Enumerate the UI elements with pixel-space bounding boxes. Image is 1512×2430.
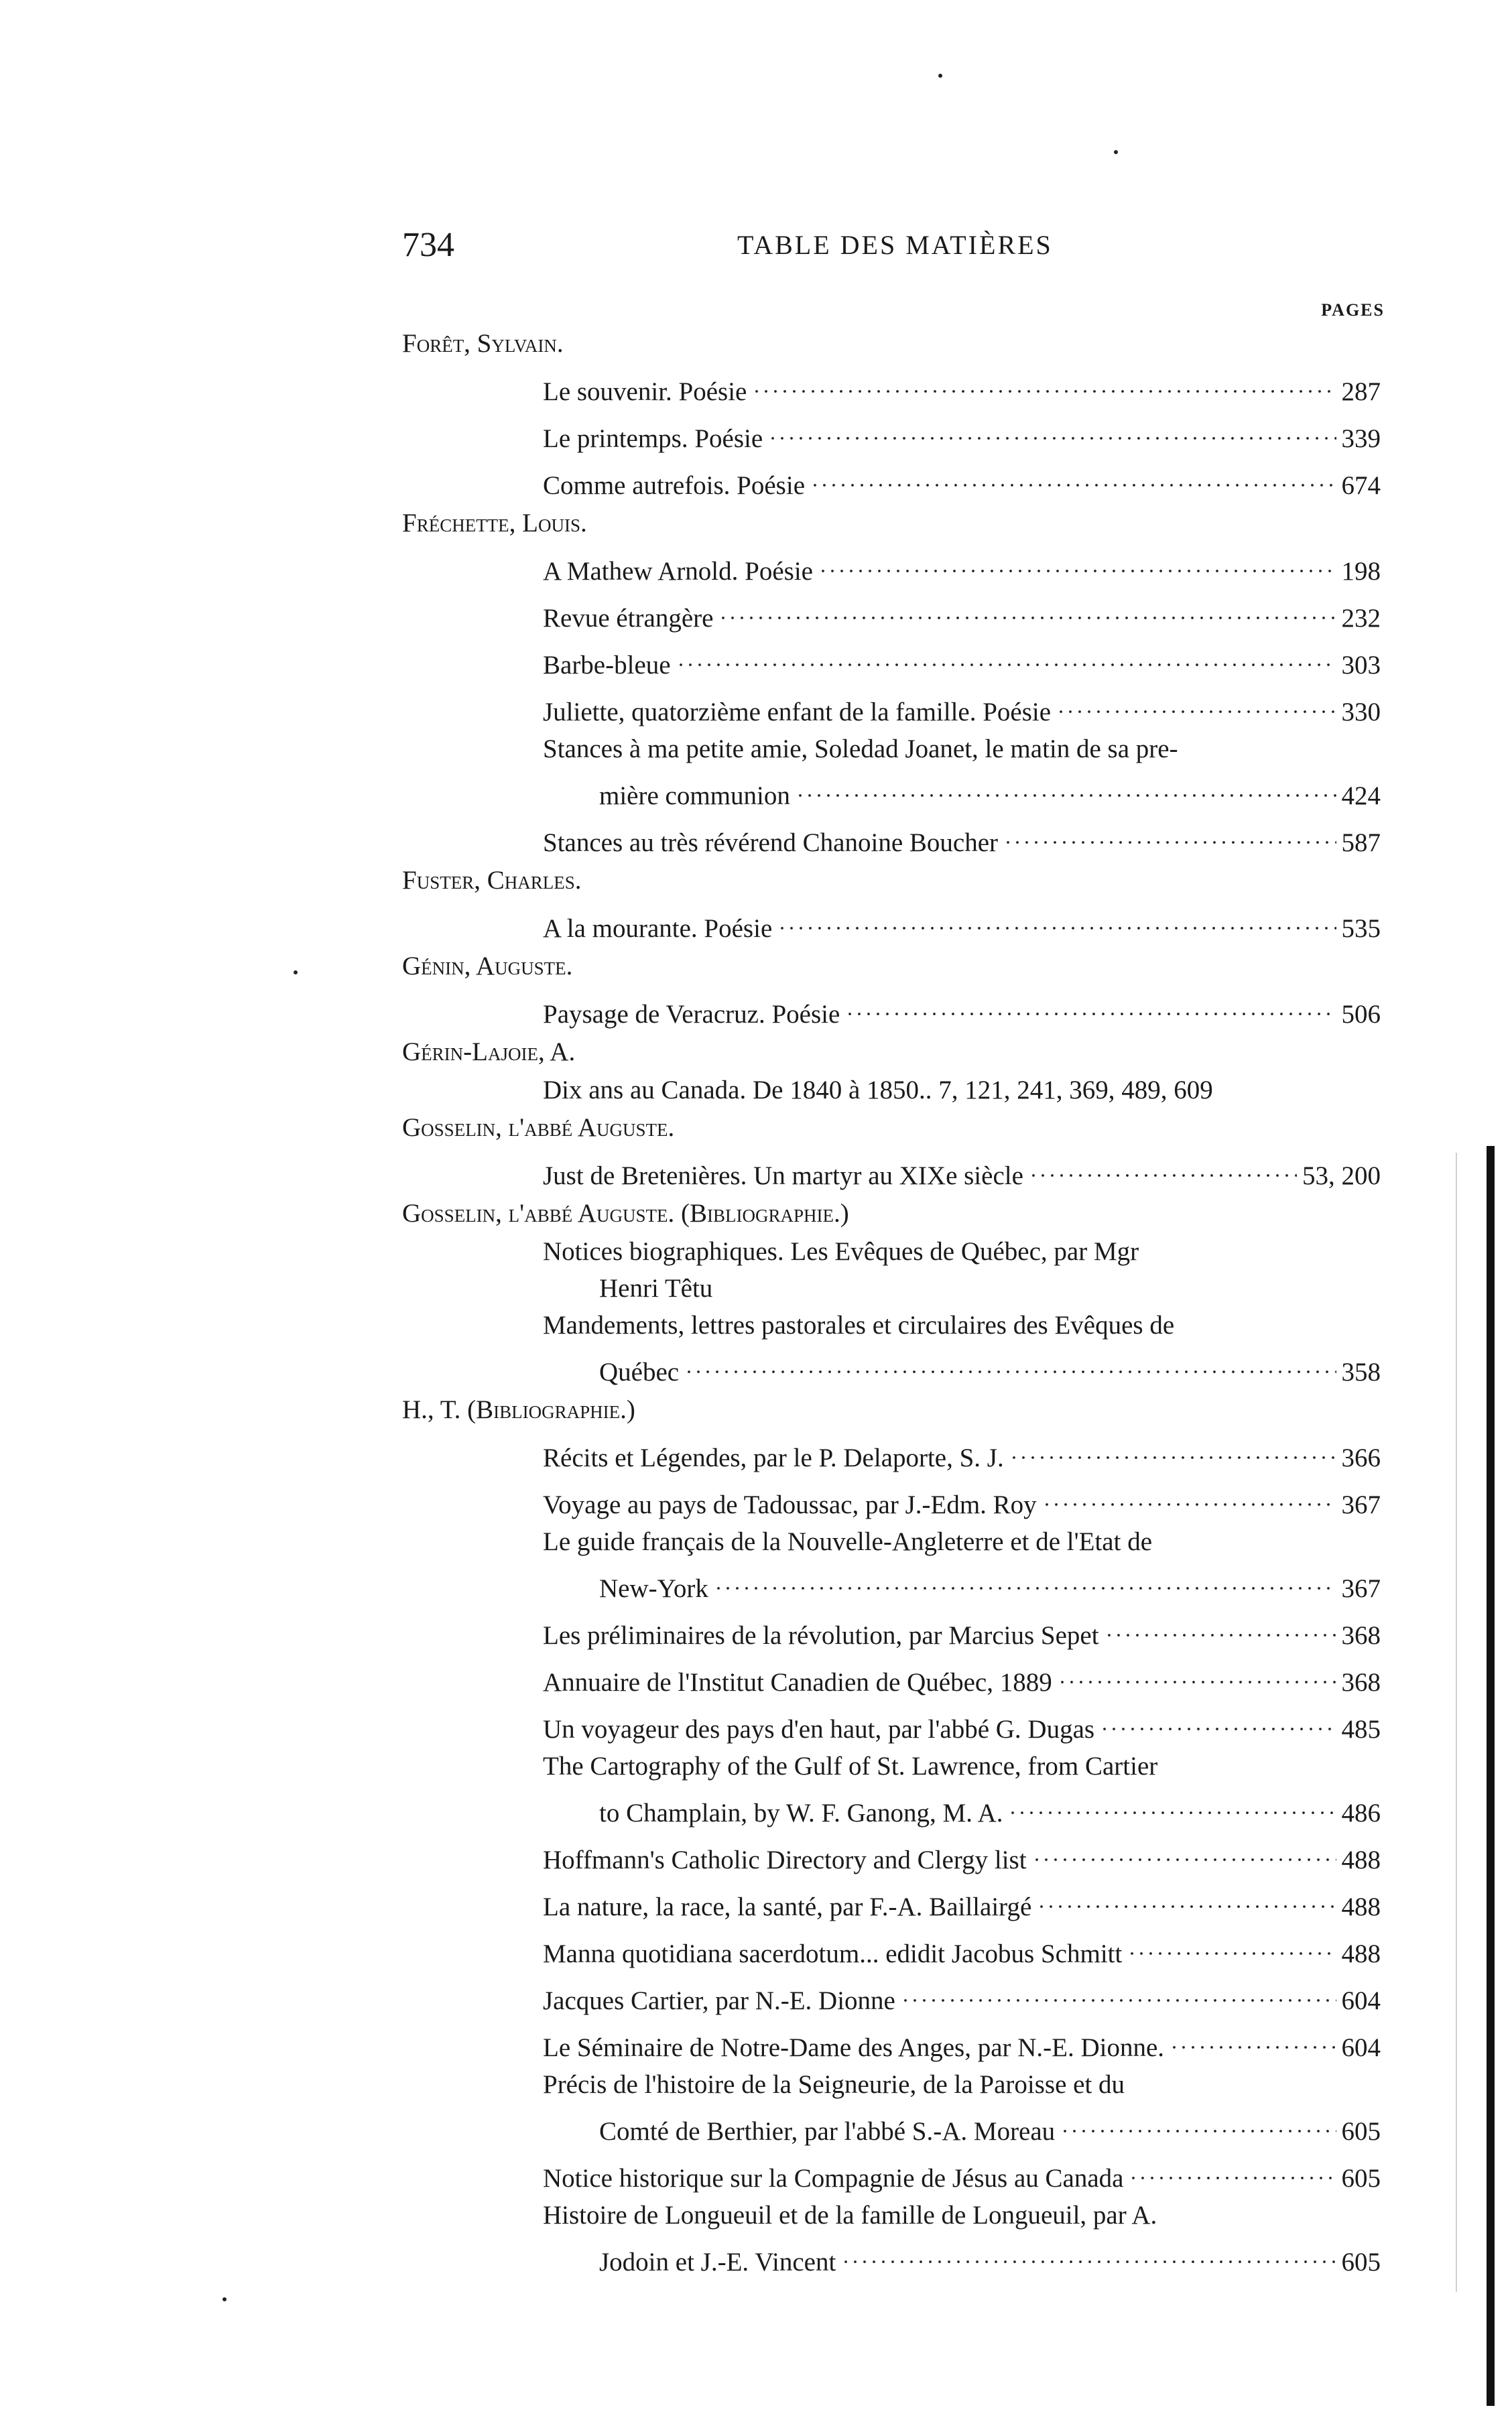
entry-line (543, 457, 1381, 504)
entry-line (543, 1878, 1381, 1925)
entry-title: Le printemps. Poésie (543, 424, 763, 453)
entry-text-line: Stances à ma petite amie, Soledad Joanet, le matin de sa pre- (543, 734, 1178, 763)
entry-page: 604 (1341, 1986, 1381, 2015)
entry-line (543, 1072, 1381, 1108)
toc-entry (402, 1476, 1381, 1523)
dot-leader (841, 2234, 1336, 2271)
entry-line (543, 2019, 1381, 2066)
entry-title: Manna quotidiana sacerdotum... edidit Jacobus Schmitt (543, 1939, 1123, 1968)
entry-page: 587 (1341, 828, 1381, 857)
entry-line (543, 1476, 1381, 1523)
toc-entry (402, 457, 1381, 504)
entry-line (543, 1972, 1381, 2019)
entry-page: 506 (1341, 1000, 1381, 1029)
entry-line (543, 363, 1381, 410)
toc-entry (402, 1307, 1381, 1391)
toc-entry (402, 410, 1381, 457)
dot-leader (718, 590, 1336, 627)
entry-text-line: Notices biographiques. Les Evêques de Québec, par Mgr (543, 1237, 1139, 1266)
dot-leader (1127, 1925, 1336, 1962)
entry-title: to Champlain, by W. F. Ganong, M. A. (599, 1799, 1003, 1828)
scan-speck (294, 970, 298, 974)
entry-line (543, 590, 1381, 637)
entry-page: 488 (1341, 1893, 1381, 1921)
author-heading: Génin, Auguste. (402, 952, 573, 980)
dot-leader (676, 637, 1336, 674)
entry-line (543, 543, 1381, 590)
toc-entry (402, 2197, 1381, 2281)
dot-leader (1105, 1607, 1336, 1644)
entry-line (543, 1270, 1381, 1307)
entry-line (543, 637, 1381, 684)
toc-entry (402, 1748, 1381, 1832)
entry-text-line: Le guide français de la Nouvelle-Angleterre et de l'Etat de (543, 1527, 1153, 1556)
toc-entry (402, 1925, 1381, 1972)
dot-leader (845, 986, 1336, 1023)
scan-speck (1114, 150, 1118, 154)
entry-title: Québec (599, 1358, 680, 1387)
entry-line (543, 900, 1381, 947)
entry-page: 605 (1341, 2164, 1381, 2193)
toc-entry (402, 1607, 1381, 1654)
author-heading: Gosselin, l'abbé Auguste. (Bibliographie.) (402, 1199, 849, 1228)
entry-title: Comme autrefois. Poésie (543, 471, 806, 500)
entry-page: 367 (1341, 1490, 1381, 1519)
entry-line (543, 1429, 1381, 1476)
entry-title: Juliette, quatorzième enfant de la famille. Poésie (543, 698, 1052, 726)
toc-entry (402, 1832, 1381, 1878)
entry-line (543, 2150, 1381, 2197)
dot-leader (1060, 2103, 1336, 2140)
entry-page: 424 (1341, 781, 1381, 810)
entry-title: Voyage au pays de Tadoussac, par J.-Edm. Roy (543, 1490, 1037, 1519)
entry-title: Jodoin et J.-E. Vincent (599, 2248, 836, 2277)
entry-page: 535 (1341, 914, 1381, 943)
author-heading: Gérin-Lajoie, A. (402, 1037, 576, 1066)
dot-leader (752, 363, 1336, 400)
page-number: 734 (402, 226, 454, 264)
dot-leader (810, 457, 1336, 494)
entry-line (543, 1654, 1381, 1701)
entry-line (543, 1701, 1381, 1748)
toc-entry (402, 1654, 1381, 1701)
dot-leader (1032, 1832, 1336, 1868)
entry-page: 368 (1341, 1621, 1381, 1650)
entry-line (543, 2103, 1381, 2150)
page-header (402, 225, 1394, 279)
toc-entry (402, 1429, 1381, 1476)
scan-speck (938, 74, 942, 78)
entry-title: A Mathew Arnold. Poésie (543, 557, 813, 586)
dot-leader (818, 543, 1336, 580)
entry-line (543, 1344, 1381, 1391)
entry-line (543, 410, 1381, 457)
running-title: TABLE DES MATIÈRES (737, 230, 1053, 260)
toc-entry (402, 1072, 1381, 1108)
toc-entry (402, 900, 1381, 947)
entry-line (543, 684, 1381, 730)
toc-entry (402, 1701, 1381, 1748)
entry-title: Revue étrangère (543, 604, 714, 633)
dot-leader (1100, 1701, 1336, 1738)
toc-entry (402, 986, 1381, 1033)
entry-title: Le Séminaire de Notre-Dame des Anges, par N.-E. Dionne. (543, 2033, 1165, 2062)
entry-line (543, 1607, 1381, 1654)
entry-page: 486 (1341, 1799, 1381, 1828)
entry-line (543, 2234, 1381, 2281)
author-heading: Gosselin, l'abbé Auguste. (402, 1113, 675, 1142)
dot-leader (1029, 1147, 1297, 1184)
table-of-contents (402, 324, 1381, 2281)
entry-title: Récits et Légendes, par le P. Delaporte, S. J. (543, 1444, 1004, 1472)
entry-title: New-York (599, 1574, 708, 1603)
entry-page: 488 (1341, 1939, 1381, 1968)
dot-leader (1009, 1429, 1336, 1466)
entry-text-line: Histoire de Longueuil et de la famille de Longueuil, par A. (543, 2201, 1157, 2230)
entry-page: 368 (1341, 1668, 1381, 1697)
entry-page: 605 (1341, 2117, 1381, 2146)
entry-page: 488 (1341, 1846, 1381, 1874)
author-heading: H., T. (Bibliographie.) (402, 1395, 635, 1424)
toc-entry (402, 363, 1381, 410)
entry-line (543, 767, 1381, 814)
entry-line (543, 986, 1381, 1033)
entry-line (543, 1785, 1381, 1832)
toc-entry (402, 1147, 1381, 1194)
toc-entry (402, 1878, 1381, 1925)
entry-page: 198 (1341, 557, 1381, 586)
dot-leader (777, 900, 1336, 937)
entry-title: Paysage de Veracruz. Poésie (543, 1000, 840, 1029)
entry-title: Jacques Cartier, par N.-E. Dionne (543, 1986, 895, 2015)
entry-page: 330 (1341, 698, 1381, 726)
entry-page: 605 (1341, 2248, 1381, 2277)
entry-title: Just de Bretenières. Un martyr au XIXe siècle (543, 1161, 1023, 1190)
dot-leader (684, 1344, 1336, 1381)
dot-leader (1037, 1878, 1336, 1915)
entry-title: Notice historique sur la Compagnie de Jésus au Canada (543, 2164, 1124, 2193)
dot-leader (768, 410, 1336, 447)
entry-page: 53, 200 (1302, 1161, 1381, 1190)
entry-page: 339 (1341, 424, 1381, 453)
entry-title: Un voyageur des pays d'en haut, par l'abbé G. Dugas (543, 1715, 1095, 1744)
dot-leader (901, 1972, 1336, 2009)
entry-line (543, 1147, 1381, 1194)
entry-title: Le souvenir. Poésie (543, 377, 747, 406)
entry-title: Hoffmann's Catholic Directory and Clergy list (543, 1846, 1027, 1874)
entry-title: Henri Têtu (599, 1274, 713, 1303)
dot-leader (714, 1560, 1336, 1597)
scan-speck (223, 2297, 227, 2301)
toc-entry (402, 1972, 1381, 2019)
entry-title: Barbe-bleue (543, 651, 671, 680)
entry-title: A la mourante. Poésie (543, 914, 773, 943)
dot-leader (1042, 1476, 1336, 1513)
entry-page: 604 (1341, 2033, 1381, 2062)
toc-entry (402, 2019, 1381, 2066)
entry-page: 674 (1341, 471, 1381, 500)
entry-page: 485 (1341, 1715, 1381, 1744)
dot-leader (1129, 2150, 1336, 2187)
entry-line (543, 1925, 1381, 1972)
dot-leader (1056, 684, 1336, 720)
page-edge-shadow (1487, 1146, 1495, 2406)
entry-line (543, 1560, 1381, 1607)
entry-page: 358 (1341, 1358, 1381, 1387)
dot-leader (1058, 1654, 1336, 1691)
toc-entry (402, 2150, 1381, 2197)
author-heading: Forêt, Sylvain. (402, 329, 564, 358)
toc-entry (402, 684, 1381, 730)
toc-entry (402, 730, 1381, 814)
entry-title: Dix ans au Canada. De 1840 à 1850.. 7, 121, 241, 369, 489, 609 (543, 1076, 1213, 1104)
toc-entry (402, 1233, 1381, 1307)
entry-title: Les préliminaires de la révolution, par Marcius Sepet (543, 1621, 1099, 1650)
pages-column-label: PAGES (1321, 300, 1385, 320)
entry-title: Annuaire de l'Institut Canadien de Québec, 1889 (543, 1668, 1052, 1697)
entry-page: 367 (1341, 1574, 1381, 1603)
toc-entry (402, 1523, 1381, 1607)
entry-page: 303 (1341, 651, 1381, 680)
entry-line (543, 814, 1381, 861)
dot-leader (1008, 1785, 1336, 1821)
entry-title: La nature, la race, la santé, par F.-A. Baillairgé (543, 1893, 1032, 1921)
author-heading: Fuster, Charles. (402, 866, 582, 895)
entry-text-line: The Cartography of the Gulf of St. Lawrence, from Cartier (543, 1752, 1158, 1781)
entry-page: 366 (1341, 1444, 1381, 1472)
dot-leader (1003, 814, 1336, 851)
entry-title: Stances au très révérend Chanoine Boucher (543, 828, 998, 857)
toc-entry (402, 2066, 1381, 2150)
page-edge-line (1456, 1153, 1457, 2292)
dot-leader (796, 767, 1336, 804)
entry-text-line: Mandements, lettres pastorales et circulaires des Evêques de (543, 1311, 1175, 1340)
dot-leader (1170, 2019, 1336, 2056)
entry-text-line: Précis de l'histoire de la Seigneurie, de la Paroisse et du (543, 2070, 1125, 2099)
author-heading: Fréchette, Louis. (402, 509, 587, 537)
entry-title: mière communion (599, 781, 790, 810)
entry-title: Comté de Berthier, par l'abbé S.-A. Moreau (599, 2117, 1056, 2146)
toc-entry (402, 637, 1381, 684)
entry-line (543, 1832, 1381, 1878)
toc-entry (402, 543, 1381, 590)
entry-page: 287 (1341, 377, 1381, 406)
toc-entry (402, 590, 1381, 637)
toc-entry (402, 814, 1381, 861)
entry-page: 232 (1341, 604, 1381, 633)
